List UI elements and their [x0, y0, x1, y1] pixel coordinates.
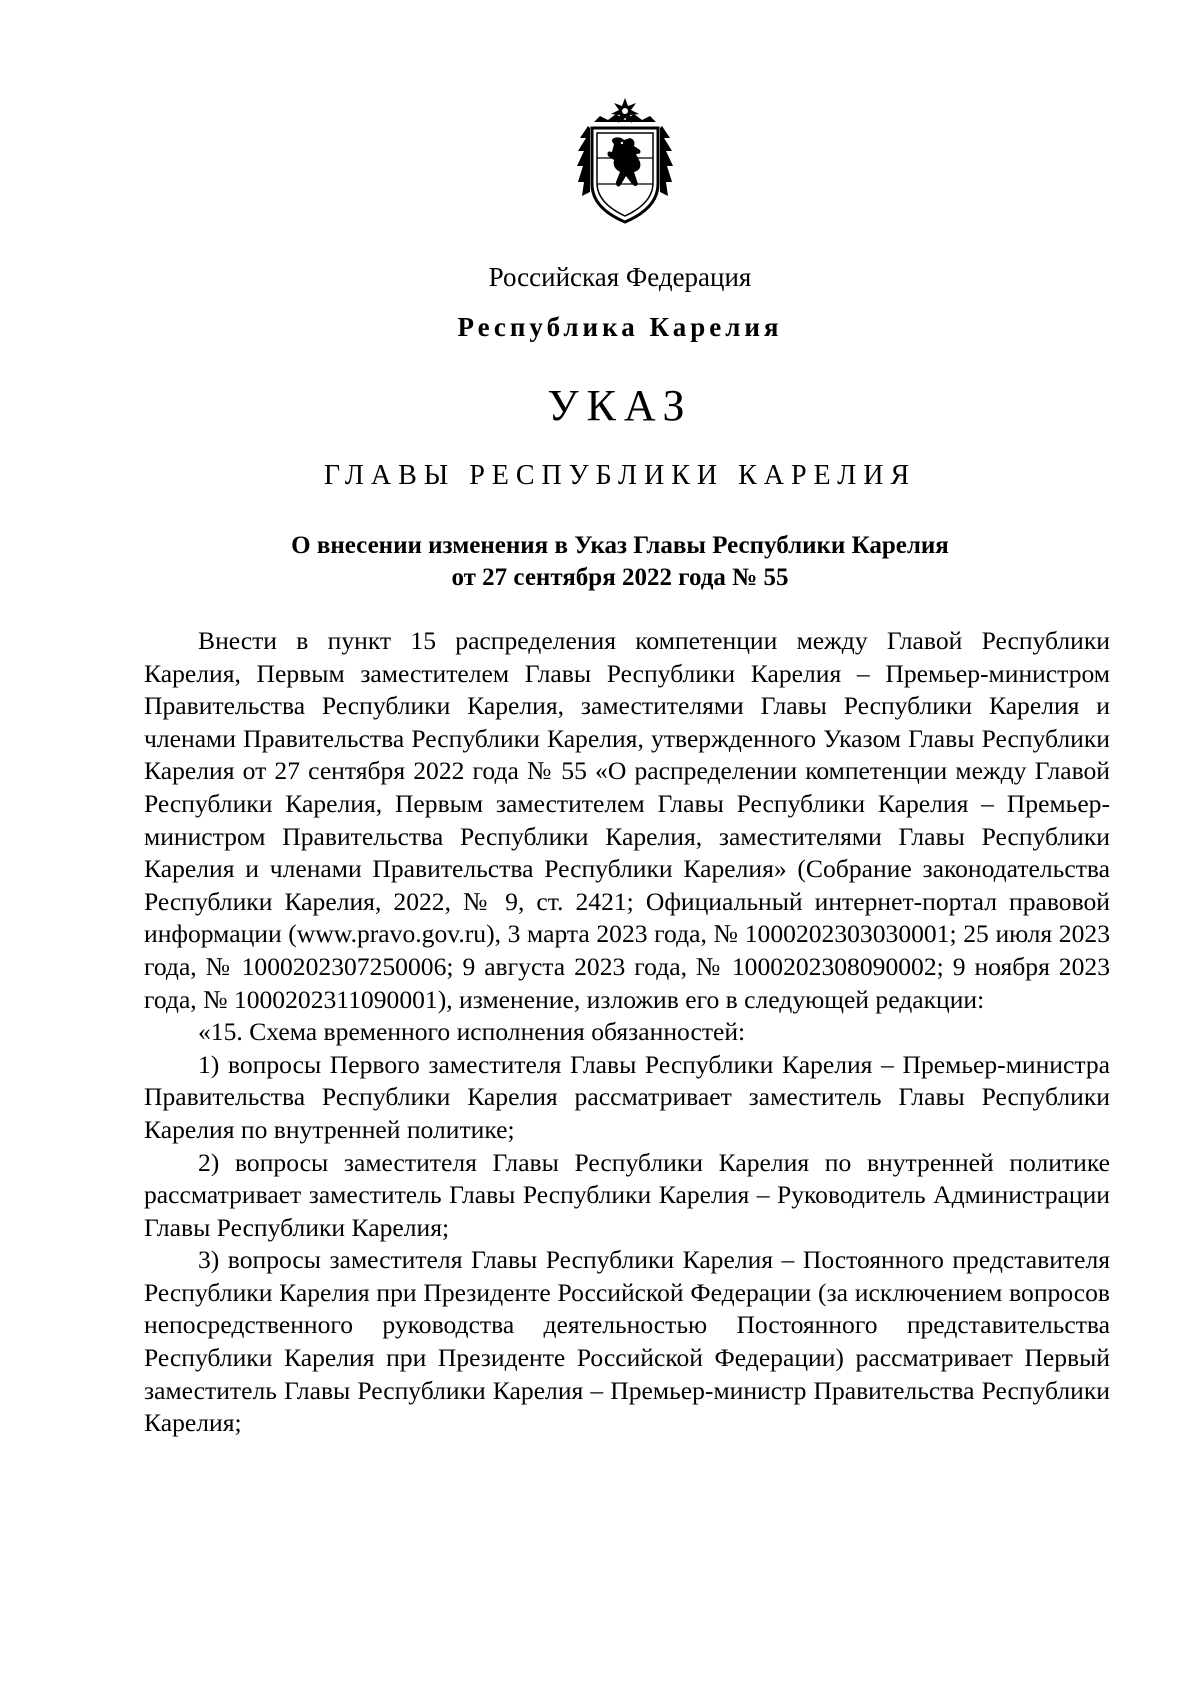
document-type: УКАЗ	[547, 381, 693, 430]
body-paragraph: Внести в пункт 15 распределения компетенции между Главой Республики Карелия, Первым заместителем Главы Республики Карелия – Премьер-министром Правительства Республики Карелия, заместителями Главы Республики Карелия и членами Правительства Республики Карелия, утвержденного Указом Главы Республики Карелия от 27 сентября 2022 года № 55 «О распределении компетенции между Главой Республики Карелия, Первым заместителем Главы Республики Карелия – Премьер-министром Правительства Республики Карелия, заместителями Главы Республики Карелия и членами Правительства Республики Карелия» (Собрание законодательства Республики Карелия, 2022, № 9, ст. 2421; Официальный интернет-портал правовой информации (www.pravo.gov.ru), 3 марта 2023 года, № 1000202303030001; 25 июля 2023 года, № 1000202307250006; 9 августа 2023 года, № 1000202308090002; 9 ноября 2023 года, № 1000202311090001), изменение, изложив его в следующей редакции:	[144, 626, 1110, 1014]
body-paragraph: 1) вопросы Первого заместителя Главы Республики Карелия – Премьер-министра Правительства Республики Карелия рассматривает заместитель Главы Республики Карелия по внутренней политике;	[144, 1049, 1110, 1144]
country-name: Российская Федерация	[488, 262, 752, 292]
document-title	[0, 530, 1200, 594]
body-paragraph: «15. Схема временного исполнения обязанностей:	[198, 1017, 746, 1047]
karelia-coat-of-arms-icon	[570, 96, 680, 226]
issuer-name: ГЛАВЫ РЕСПУБЛИКИ КАРЕЛИЯ	[323, 460, 917, 491]
republic-name: Республика Карелия	[457, 312, 783, 342]
body-paragraph: 2) вопросы заместителя Главы Республики Карелия по внутренней политике рассматривает заместитель Главы Республики Карелия – Руководитель Администрации Главы Республики Карелия;	[144, 1147, 1110, 1242]
title-line-2: от 27 сентября 2022 года № 55	[451, 564, 789, 591]
document-body	[144, 625, 1110, 1440]
body-paragraph: 3) вопросы заместителя Главы Республики Карелия – Постоянного представителя Республики Карелия при Президенте Российской Федерации (за исключением вопросов непосредственного руководства деятельностью Постоянного представительства Республики Карелия при Президенте Российской Федерации) рассматривает Первый заместитель Главы Республики Карелия – Премьер-министр Правительства Республики Карелия;	[144, 1245, 1110, 1438]
title-line-1: О внесении изменения в Указ Главы Республики Карелия	[291, 532, 949, 559]
